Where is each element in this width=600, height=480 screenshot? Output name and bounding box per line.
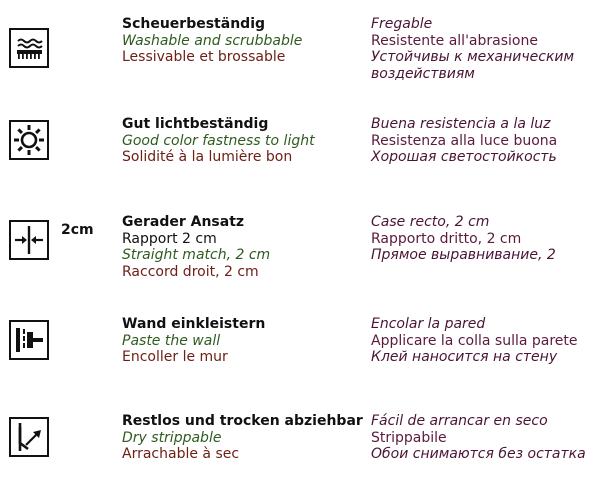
- washable-scrubbable-icon: [9, 28, 49, 68]
- label-russian: Устойчивы к механическим: [371, 49, 575, 65]
- label-french: Solidité à la lumière bon: [122, 149, 293, 165]
- label-russian: Клей наносится на стену: [371, 349, 558, 365]
- label-spanish: Case recto, 2 cm: [371, 214, 490, 230]
- label-german: Scheuerbeständig: [122, 16, 266, 32]
- label-english: Dry strippable: [122, 429, 222, 446]
- label-spanish: Fácil de arrancar en seco: [371, 413, 548, 429]
- column-left: [122, 316, 265, 366]
- column-left: [122, 413, 363, 463]
- label-italian: Applicare la colla sulla parete: [371, 332, 578, 349]
- label-german: Wand einkleistern: [122, 316, 266, 332]
- label-german: Gut lichtbeständig: [122, 116, 269, 132]
- label-english: Paste the wall: [122, 332, 221, 349]
- label-spanish: Encolar la pared: [371, 316, 486, 332]
- straight-match-icon: [9, 220, 49, 260]
- label-russian: Прямое выравнивание, 2: [371, 247, 556, 263]
- column-right: [371, 116, 557, 166]
- label-italian: Rapporto dritto, 2 cm: [371, 230, 522, 247]
- column-right: [371, 413, 586, 463]
- label-italian: Strippabile: [371, 429, 447, 446]
- label-french: Raccord droit, 2 cm: [122, 263, 259, 280]
- label-italian: Resistente all'abrasione: [371, 32, 538, 49]
- column-left: [122, 214, 270, 280]
- sun-lightfast-icon: [9, 120, 49, 160]
- label-english: Washable and scrubbable: [122, 32, 303, 49]
- label-russian: Обои снимаются без остатка: [371, 446, 586, 462]
- label-russian: Хорошая светостойкость: [371, 149, 557, 165]
- label-french: Arrachable à sec: [122, 446, 240, 462]
- label-spanish: Fregable: [371, 16, 433, 32]
- column-right: [371, 316, 578, 366]
- dry-strippable-icon: [9, 417, 49, 457]
- label-german: Restlos und trocken abziehbar: [122, 413, 363, 429]
- column-left: [122, 116, 315, 166]
- label-french: Lessivable et brossable: [122, 49, 286, 65]
- label-german: Gerader Ansatz: [122, 214, 245, 230]
- label-italian: Resistenza alla luce buona: [371, 132, 558, 149]
- label-russian-cont: воздействиям: [371, 65, 475, 82]
- column-right: [371, 214, 556, 264]
- label-rapport: Rapport 2 cm: [122, 230, 217, 247]
- paste-the-wall-icon: [9, 320, 49, 360]
- label-english: Straight match, 2 cm: [122, 247, 271, 263]
- column-left: [122, 16, 302, 66]
- match-distance-label: 2cm: [61, 222, 94, 238]
- label-french: Encoller le mur: [122, 349, 228, 365]
- label-spanish: Buena resistencia a la luz: [371, 116, 551, 132]
- column-right: [371, 16, 574, 82]
- label-english: Good color fastness to light: [122, 132, 315, 149]
